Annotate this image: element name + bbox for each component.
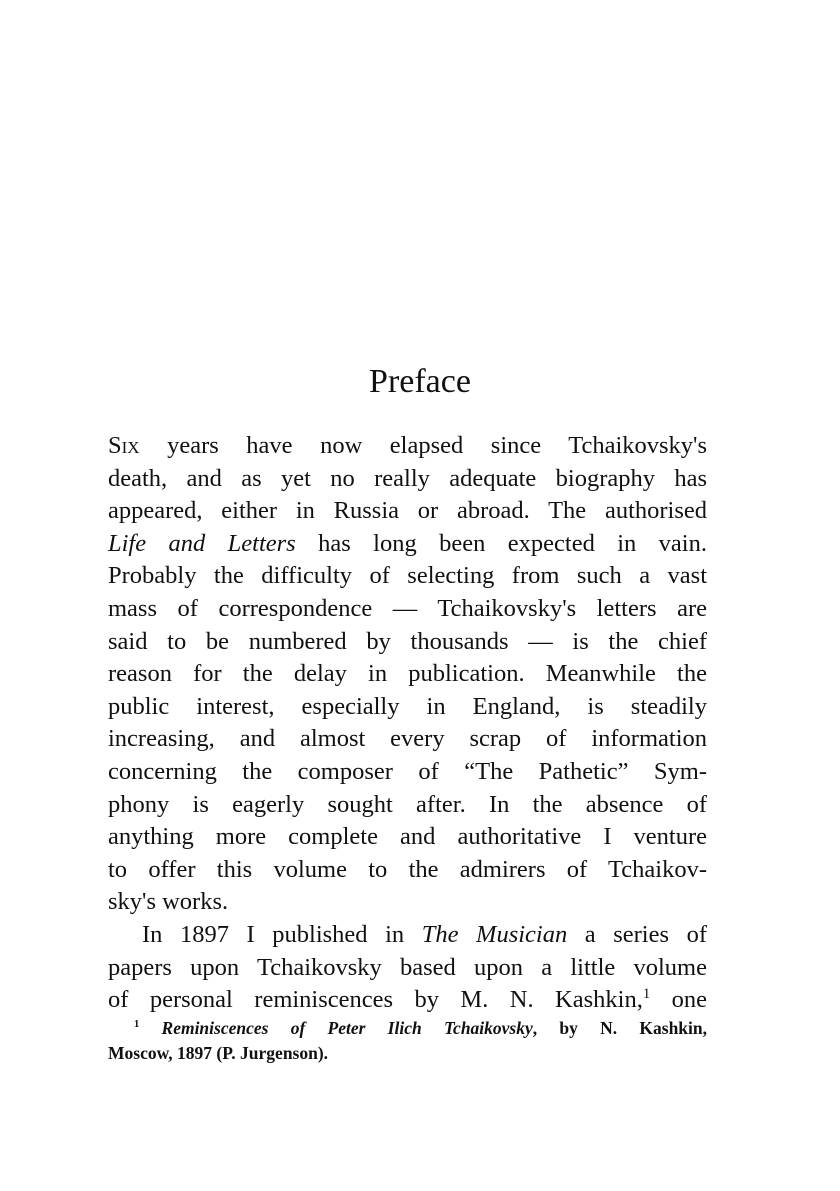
text-line: death, and as yet no really adequate biography has <box>108 464 707 492</box>
text-run: has long been expected in vain. <box>295 529 707 557</box>
page-title: Preface <box>369 363 471 400</box>
text-run: years have now elapsed since Tchaikovsky's <box>139 432 707 459</box>
text-line: increasing, and almost every scrap of information <box>108 725 707 753</box>
text-line <box>108 919 707 952</box>
body-text <box>108 430 707 1017</box>
text-run: , by N. Kashkin, <box>532 1018 708 1038</box>
small-caps-lead: Six <box>108 432 140 459</box>
text-line <box>108 430 707 463</box>
text-line: concerning the composer of “The Pathetic” Sym- <box>108 757 707 785</box>
book-title-italic: Life and Letters <box>108 529 296 557</box>
text-line: anything more complete and authoritative I venture <box>108 823 707 851</box>
text-line: papers upon Tchaikovsky based upon a little volume <box>108 953 707 981</box>
text-line: to offer this volume to the admirers of Tchaikov- <box>108 855 707 883</box>
text-line: said to be numbered by thousands — is the chief <box>108 627 707 655</box>
text-run: one <box>650 986 707 1014</box>
text-line: public interest, especially in England, is steadily <box>108 692 707 720</box>
footnote-reference: 1 <box>642 985 651 1002</box>
text-run: a series of <box>567 920 707 948</box>
text-line <box>108 528 707 561</box>
text-line: appeared, either in Russia or abroad. The authorised <box>108 497 707 525</box>
text-run: of personal reminiscences by M. N. Kashkin, <box>108 986 643 1014</box>
footnote-marker: 1 <box>134 1019 140 1031</box>
text-run: In 1897 I published in <box>142 920 422 948</box>
text-line <box>108 984 707 1017</box>
text-line: reason for the delay in publication. Meanwhile the <box>108 660 707 688</box>
text-line: mass of correspondence — Tchaikovsky's letters are <box>108 594 707 622</box>
text-line: sky's works. <box>108 888 229 916</box>
periodical-title-italic: The Musician <box>421 920 568 948</box>
footnote <box>108 1016 707 1066</box>
text-line: Probably the difficulty of selecting from such a vast <box>108 562 707 590</box>
footnote-line: Moscow, 1897 (P. Jurgenson). <box>108 1043 329 1063</box>
footnote-title-italic: Reminiscences of Peter Ilich Tchaikovsky <box>161 1018 533 1038</box>
footnote-line <box>108 1016 707 1041</box>
text-line: phony is eagerly sought after. In the absence of <box>108 790 707 818</box>
